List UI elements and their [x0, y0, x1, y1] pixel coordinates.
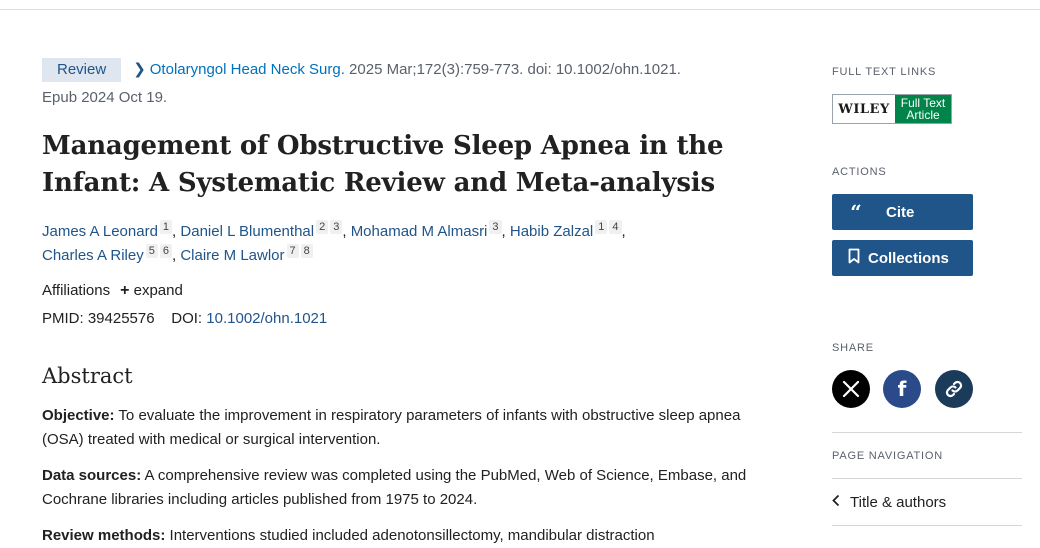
wiley-full-text-label	[895, 95, 951, 123]
doi-link[interactable]: 10.1002/ohn.1021	[206, 310, 328, 327]
author-item	[42, 223, 180, 240]
author-separator: ,	[621, 223, 626, 240]
collections-button[interactable]	[832, 240, 973, 276]
affiliation-ref[interactable]: 5	[146, 244, 158, 258]
author-link[interactable]: Charles A Riley	[42, 247, 144, 264]
affiliation-ref[interactable]: 4	[609, 220, 621, 234]
page-navigation-label: PAGE NAVIGATION	[832, 450, 944, 462]
author-item	[180, 223, 350, 240]
cite-label: Cite	[886, 203, 915, 221]
author-link[interactable]: Mohamad M Almasri	[350, 223, 488, 240]
author-separator: ,	[171, 247, 181, 264]
author-item	[180, 247, 312, 264]
article-title: Management of Obstructive Sleep Apnea in the Infant: A Systematic Review and Meta-analysis	[42, 131, 724, 198]
wiley-full-text-link[interactable]	[832, 94, 952, 124]
plus-icon: +	[120, 282, 130, 299]
affiliation-ref[interactable]: 1	[160, 220, 172, 234]
citation-line	[42, 58, 762, 82]
journal-link[interactable]: Otolaryngol Head Neck Surg.	[149, 61, 345, 78]
header-divider	[0, 9, 1040, 10]
affiliation-ref[interactable]: 8	[301, 244, 313, 258]
affiliation-ref[interactable]: 1	[595, 220, 607, 234]
author-separator: ,	[501, 223, 510, 240]
section-label: Objective:	[42, 407, 115, 424]
wiley-logo: WILEY	[833, 95, 895, 123]
author-separator: ,	[172, 223, 181, 240]
abstract-heading: Abstract	[42, 364, 133, 388]
section-label: Review methods:	[42, 527, 166, 544]
author-item	[510, 223, 626, 240]
section-text: To evaluate the improvement in respiratory parameters of infants with obstructive sleep apnea (OSA) treated with medical or surgical intervention.	[42, 407, 741, 448]
wiley-article-text: Article	[906, 108, 940, 122]
author-separator: ,	[342, 223, 351, 240]
nav-title-authors[interactable]	[832, 478, 1022, 526]
link-icon[interactable]	[935, 370, 973, 408]
affiliations-toggle[interactable]	[42, 282, 183, 300]
author-list	[42, 220, 762, 268]
share-label: SHARE	[832, 342, 874, 354]
affiliation-ref[interactable]: 3	[489, 220, 501, 234]
identifiers	[42, 310, 327, 327]
expand-label: expand	[133, 282, 183, 299]
affiliations-label: Affiliations	[42, 282, 111, 299]
author-link[interactable]: Daniel L Blumenthal	[180, 223, 315, 240]
abstract-review-methods	[42, 524, 762, 548]
affiliation-ref[interactable]: 2	[316, 220, 328, 234]
nav-item-label: Title & authors	[850, 493, 947, 511]
section-label: Data sources:	[42, 467, 142, 484]
author-item	[351, 223, 510, 240]
chevron-right-icon: ❯	[133, 61, 146, 78]
pmid-label: PMID:	[42, 310, 84, 327]
x-icon[interactable]	[832, 370, 870, 408]
author-link[interactable]: Claire M Lawlor	[180, 247, 285, 264]
citation-text: 2025 Mar;172(3):759-773. doi: 10.1002/ohn.1021.	[344, 61, 681, 78]
doi-label: DOI:	[171, 310, 203, 327]
cite-button[interactable]	[832, 194, 973, 230]
section-text: A comprehensive review was completed using the PubMed, Web of Science, Embase, and Cochrane libraries including articles published from 1975 to 2024.	[42, 467, 747, 508]
author-link[interactable]: Habib Zalzal	[509, 223, 594, 240]
publication-type-badge: Review	[42, 58, 121, 82]
wiley-full-text: Full Text	[900, 96, 946, 110]
section-text: Interventions studied included adenotonsillectomy, mandibular distraction	[165, 527, 655, 544]
abstract-data-sources	[42, 464, 762, 512]
author-item	[42, 247, 180, 264]
sidebar-divider	[832, 432, 1022, 433]
chevron-left-icon	[832, 494, 840, 511]
affiliation-ref[interactable]: 6	[160, 244, 172, 258]
actions-label: ACTIONS	[832, 166, 887, 178]
pmid-value: 39425576	[87, 310, 155, 327]
abstract-objective	[42, 404, 762, 452]
affiliation-ref[interactable]: 3	[330, 220, 342, 234]
bookmark-icon	[840, 248, 868, 268]
collections-label: Collections	[868, 249, 949, 267]
affiliation-ref[interactable]: 7	[287, 244, 299, 258]
full-text-links-label: FULL TEXT LINKS	[832, 66, 937, 78]
author-link[interactable]: James A Leonard	[42, 223, 158, 240]
epub-date: Epub 2024 Oct 19.	[42, 89, 168, 106]
facebook-icon[interactable]: f	[883, 370, 921, 408]
quote-icon: “	[850, 200, 862, 224]
